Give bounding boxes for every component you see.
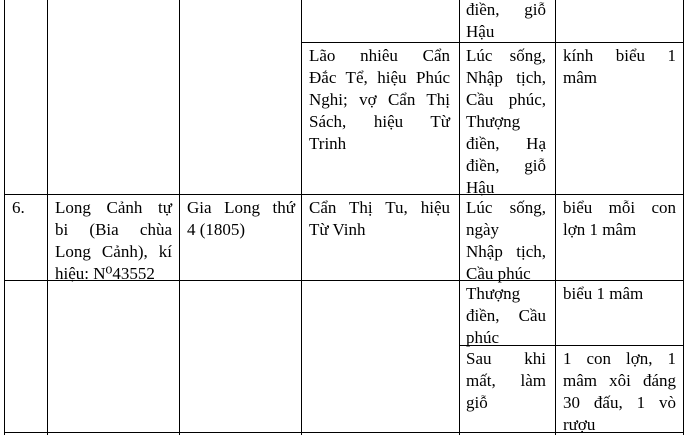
cell-line: biểu mỗi con xyxy=(563,198,676,217)
cell-line: lợn 1 mâm xyxy=(563,220,637,239)
cell-line: phúc xyxy=(466,328,500,347)
cell-line: Sau khi xyxy=(466,349,546,368)
cell-line: 30 đấu, 1 vò xyxy=(563,393,676,412)
cell-line: Nhập tịch, xyxy=(466,68,546,87)
cell-line: Thượng xyxy=(466,284,521,303)
table-cell-person xyxy=(309,197,450,241)
cell-line: Sách, hiệu Từ xyxy=(309,112,450,131)
table-cell-stele-name xyxy=(55,197,172,285)
cell-line: điền, giỗ xyxy=(466,156,546,175)
table-cell-ritual xyxy=(466,197,546,285)
table-cell-ritual xyxy=(466,45,546,199)
cell-line: Cầu phúc xyxy=(466,264,531,283)
table-cell-col5-continued xyxy=(466,0,546,43)
table-border xyxy=(301,0,302,435)
table-border xyxy=(47,0,48,435)
table-cell-offering xyxy=(563,45,676,89)
cell-line: 4 (1805) xyxy=(187,220,246,239)
table-border xyxy=(459,0,460,435)
table-cell-person xyxy=(309,45,450,155)
table-border xyxy=(4,0,5,435)
cell-line: điền, giỗ xyxy=(466,0,546,19)
cell-line: 1 con lợn, 1 xyxy=(563,349,676,368)
cell-line: Long Cảnh tự xyxy=(55,198,172,217)
cell-line: biểu 1 mâm xyxy=(563,284,644,303)
cell-line: Trinh xyxy=(309,134,347,153)
table-cell-ritual xyxy=(466,348,546,414)
cell-line: điền, Cầu xyxy=(466,306,546,325)
cell-line: bi (Bia chùa xyxy=(55,220,172,239)
cell-line: Cẩn Thị Tu, hiệu xyxy=(309,198,450,217)
cell-line: Hậu xyxy=(466,22,495,41)
table-cell-number xyxy=(12,197,44,219)
cell-line: điền, Hạ xyxy=(466,134,546,153)
cell-line: Nghi; vợ Cẩn Thị xyxy=(309,90,450,109)
table-cell-ritual xyxy=(466,283,546,349)
table-border xyxy=(4,194,684,195)
cell-line: Hậu xyxy=(466,178,495,197)
row-number: 6. xyxy=(12,198,25,217)
cell-line: Lão nhiêu Cẩn xyxy=(309,46,450,65)
table-cell-date xyxy=(187,197,295,241)
table-border xyxy=(179,0,180,435)
cell-line: kính biểu 1 xyxy=(563,46,676,65)
table-cell-offering xyxy=(563,348,676,436)
cell-line: Gia Long thứ xyxy=(187,198,295,217)
cell-line: Lúc sống, xyxy=(466,198,546,217)
cell-line: giỗ xyxy=(466,393,488,412)
cell-line: Cầu phúc, xyxy=(466,90,546,109)
table-cell-offering xyxy=(563,283,676,305)
cell-line: mâm xôi đáng xyxy=(563,371,676,390)
cell-line: Nhập tịch, xyxy=(466,242,546,261)
cell-line: Đắc Tể, hiệu Phúc xyxy=(309,68,450,87)
cell-line: mâm xyxy=(563,68,597,87)
table-border xyxy=(555,0,556,435)
cell-line: rượu xyxy=(563,415,596,434)
cell-line: Từ Vinh xyxy=(309,220,366,239)
cell-line: Thượng xyxy=(466,112,521,131)
cell-line: Long Cảnh), kí xyxy=(55,242,172,261)
table-border xyxy=(683,0,684,435)
cell-line: hiệu: N⁰43552 xyxy=(55,264,155,283)
cell-line: ngày xyxy=(466,220,500,239)
table-cell-offering xyxy=(563,197,676,241)
cell-line: mất, làm xyxy=(466,371,546,390)
cell-line: Lúc sống, xyxy=(466,46,546,65)
